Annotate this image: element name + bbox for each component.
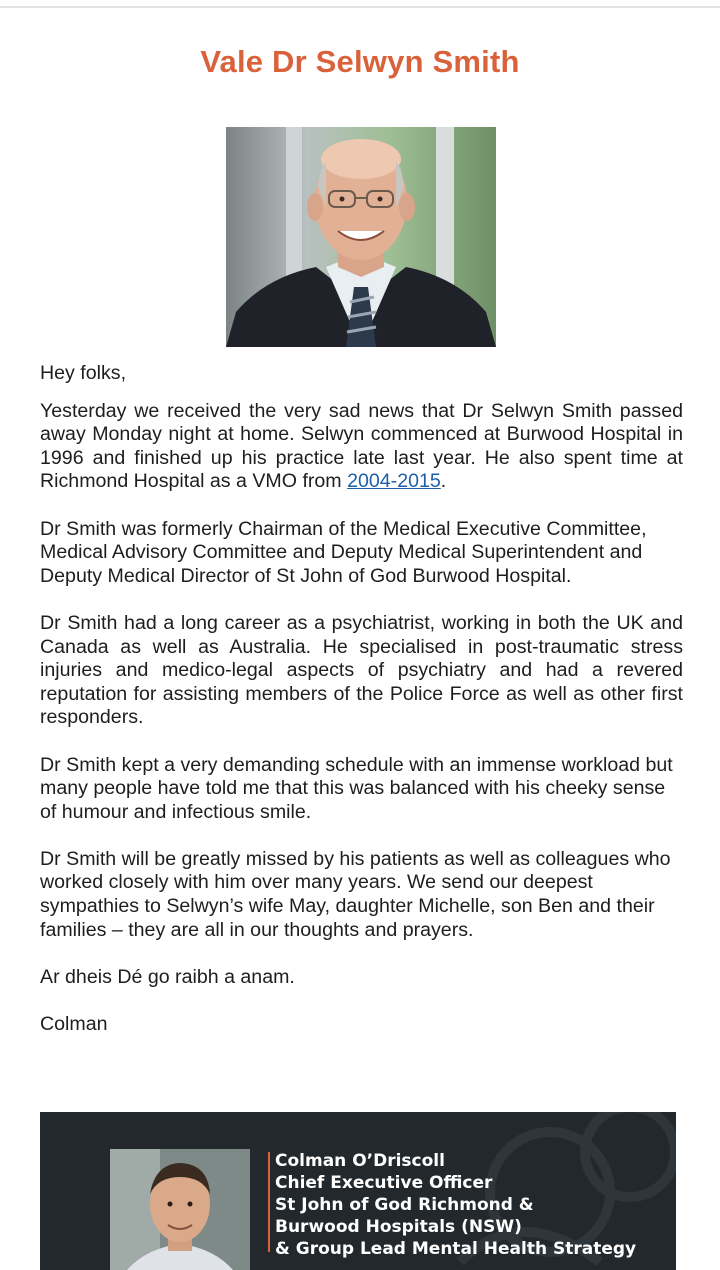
paragraph-6: Ar dheis Dé go raibh a anam. [40,965,295,988]
paragraph-5: Dr Smith will be greatly missed by his patients as well as colleagues who worked closely with him over many years. We send our deepest sympathies to Selwyn’s wife May, daughter Michelle, son Ben and their families – they are all in our thoughts and prayers. [40,847,671,941]
signature-text [275,1150,636,1260]
greeting: Hey folks, [40,362,127,384]
paragraph-4: Dr Smith kept a very demanding schedule with an immense workload but many people have told me that this was balanced with his cheeky sense of humour and infectious smile. [40,753,673,823]
signature-org-line-1: St John of God Richmond & [275,1195,534,1215]
signature-role: Chief Executive Officer [275,1173,493,1193]
top-divider [0,6,720,8]
signature-org-line-2: Burwood Hospitals (NSW) [275,1217,522,1237]
date-range-link[interactable]: 2004-2015 [347,470,441,493]
signature-banner [40,1112,676,1270]
paragraph-1-end: . [440,470,447,493]
ceo-photo [110,1149,250,1270]
portrait-photo-icon [226,127,496,347]
signature-divider [268,1152,270,1252]
signature-org-line-3: & Group Lead Mental Health Strategy [275,1239,637,1259]
paragraph-1 [40,400,683,494]
paragraph-1-text: Yesterday we received the very sad news that Dr Selwyn Smith passed away Monday night at home. Selwyn commenced at Burwood Hospital in 1996 and finished up his practice late last year. He also spent time at Richmond Hospital as a VMO from [40,399,683,493]
letter-body [40,362,683,1060]
signature-name: Colman O’Driscoll [275,1151,445,1171]
paragraph-3: Dr Smith had a long career as a psychiatrist, working in both the UK and Canada as well as Australia. He specialised in post-traumatic stress injuries and medico-legal aspects of psychiatry and had a revered reputation for assisting members of the Police Force as well as other first responders. [40,611,683,729]
portrait-photo [226,127,496,347]
paragraph-2: Dr Smith was formerly Chairman of the Medical Executive Committee, Medical Advisory Committee and Deputy Medical Superintendent and Deputy Medical Director of St John of God Burwood Hospital. [40,517,647,587]
signoff: Colman [40,1013,108,1036]
page-title: Vale Dr Selwyn Smith [200,44,520,79]
ceo-photo-icon [110,1149,250,1270]
